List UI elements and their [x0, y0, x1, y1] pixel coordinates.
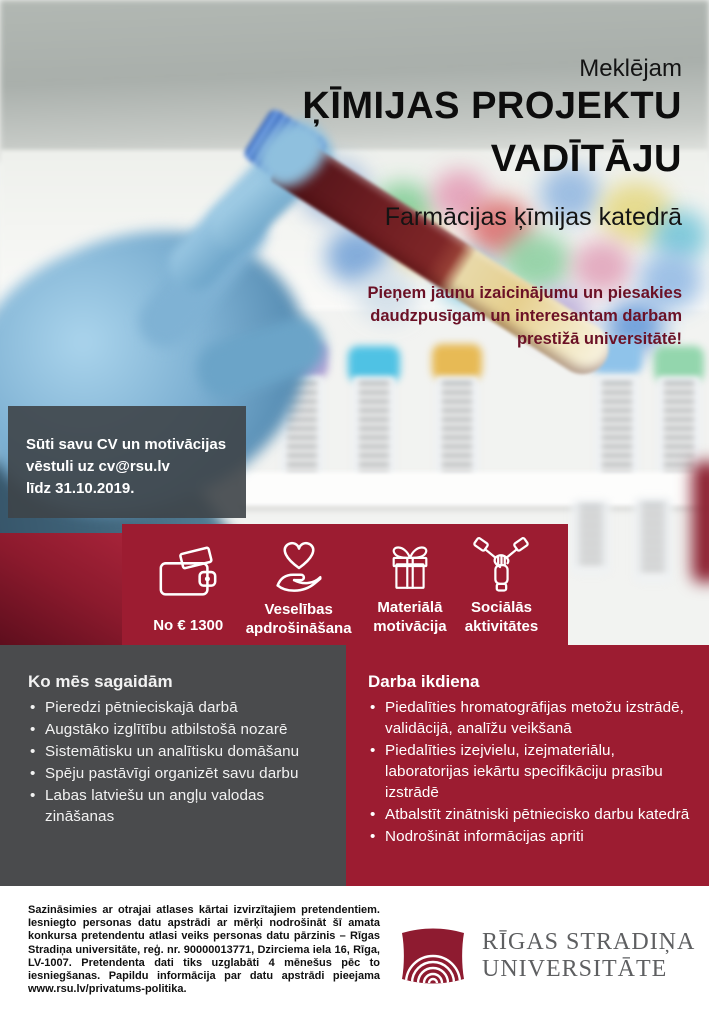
health-insurance-icon — [268, 536, 330, 600]
expectations-title: Ko mēs sagaidām — [28, 672, 173, 691]
title-line-2: VADĪTĀJU — [490, 138, 682, 180]
red-gradient-block — [0, 533, 122, 645]
benefit-health-insurance: Veselības apdrošināšana — [234, 536, 362, 635]
expectations-list — [28, 697, 328, 827]
cv-deadline: līdz 31.10.2019. — [26, 480, 135, 497]
list-item: • Augstāko izglītību atbilstošā nozarē — [28, 719, 328, 740]
benefit-material-motivation: Materiālā motivācija — [363, 536, 457, 635]
list-item: • Spēju pastāvīgi organizēt savu darbu — [28, 763, 328, 784]
expectations-panel — [0, 645, 346, 886]
benefits-band — [122, 524, 568, 645]
slogan: Pieņem jaunu izaicinājumu un piesakies daudzpusīgam un interesantam darbam prestižā universitātē! — [367, 284, 682, 348]
list-item: • Piedalīties hromatogrāfijas metožu izstrādē, validācijā, analīžu veikšanā — [368, 697, 697, 739]
list-item: • Labas latviešu un angļu valodas zināšanas — [28, 785, 328, 827]
cv-contact-box: Sūti savu CV un motivācijas vēstuli uz cv@rsu.lv līdz 31.10.2019. — [8, 406, 246, 518]
daily-work-list — [368, 697, 697, 847]
gift-icon — [381, 536, 439, 598]
list-item: • Nodrošināt informācijas apriti — [368, 826, 697, 847]
list-item: • Atbalstīt zinātniski pētniecisko darbu katedrā — [368, 804, 697, 825]
eyebrow-text: Meklējam — [579, 55, 682, 82]
list-item: • Pieredzi pētnieciskajā darbā — [28, 697, 328, 718]
benefit-social-activities: Sociālās aktivitātes — [457, 536, 546, 635]
department-subtitle: Farmācijas ķīmijas katedrā — [384, 203, 682, 231]
legal-text: Sazināsimies ar otrajai atlases kārtai izvirzītajiem pretendentiem. Iesniegto personas datu apstrādi ar mērķi nodrošināt šī amata konkursa pretendentu atlasi veiks personas datu pārzinis – Rīgas Stradiņa universitāte, reģ. nr. 90000013771, Dzirciema iela 16, Rīga, LV-1007. Pretendenta dati tiks uzglabāti 4 mēnešus pēc to iesniegšanas. Papildu informācija par datu apstrādi pieejama www.rsu.lv/privatums-politika. — [28, 904, 380, 996]
cv-email: vēstuli uz cv@rsu.lv — [26, 458, 170, 475]
wallet-icon — [155, 546, 221, 602]
list-item: • Piedalīties izejvielu, izejmateriālu, laboratorijas iekārtu specifikāciju prasību izstrādē — [368, 740, 697, 803]
list-item: • Sistemātisku un analītisku domāšanu — [28, 741, 328, 762]
daily-work-title: Darba ikdiena — [368, 672, 480, 691]
page-title — [302, 80, 682, 186]
university-name: RĪGAS STRADIŅA UNIVERSITĀTE — [482, 929, 696, 982]
university-logo — [398, 926, 695, 986]
daily-work-panel — [346, 645, 709, 886]
teamwork-icon — [471, 536, 531, 598]
rsu-logo-icon — [398, 926, 468, 986]
title-line-1: ĶĪMIJAS PROJEKTU — [302, 85, 682, 127]
benefit-salary: No € 1300 — [142, 536, 234, 635]
